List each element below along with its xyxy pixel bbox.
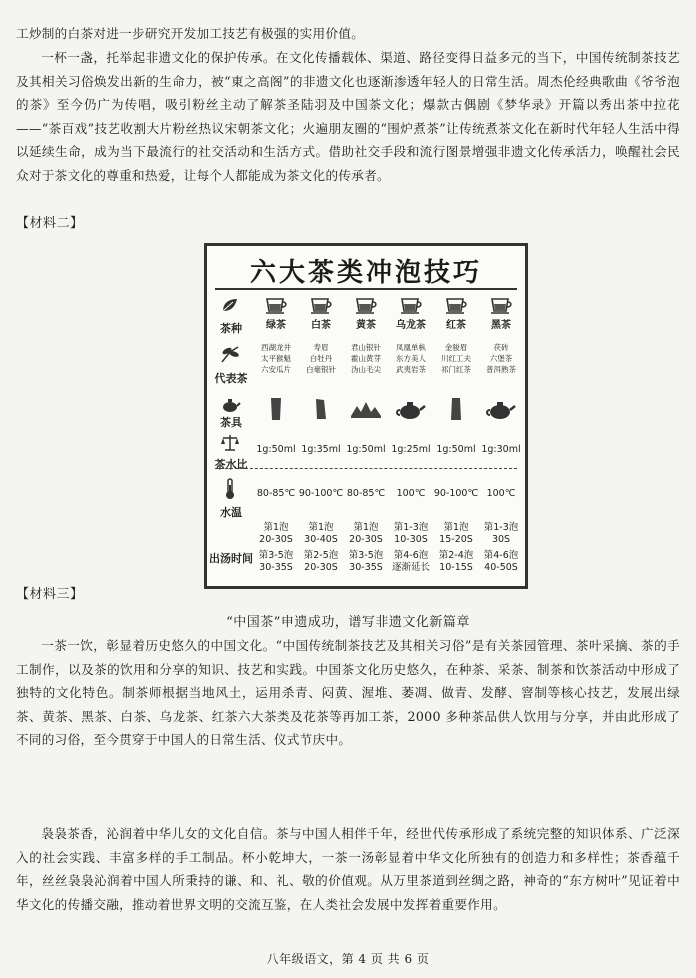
tea-water-ratio: 1g:50ml xyxy=(436,444,476,455)
row-label-representative: 代表茶 xyxy=(214,372,248,385)
tea-leaf-icon xyxy=(207,294,253,316)
steep-round: 第2-5泡 xyxy=(303,550,339,561)
representative-tea: 金骏眉 xyxy=(444,343,468,352)
representative-tea: 凤凰单枞 xyxy=(396,343,426,352)
article-title: “中国茶”申遗成功，谱写非遗文化新篇章 xyxy=(226,615,470,630)
tea-type-name: 白茶 xyxy=(311,320,331,331)
tea-water-ratio: 1g:30ml xyxy=(481,444,521,455)
paragraph-tea-culture: 一茶一饮，彰显着历史悠久的中国文化。“中国传统制茶技艺及其相关习俗”是有关茶园管理、茶叶采摘、茶的手工制作，以及茶的饮用和分享的知识、技艺和实践。中国茶文化历史悠久，在种茶、采茶、制茶和饮茶活动中形成了独特的文化特色。制茶师根据当地风土，运用杀青、闷黄、渥堆、萎凋、做青、发酵、窨制等核心技艺，发展出绿茶、黄茶、黑茶、白茶、乌龙茶、红茶六大茶类及花茶等再加工茶，2000 多种茶品供人饮用与分享，并由此形成了不同的习俗，至今贯穿于中国人的日常生活、仪式节庆中。 xyxy=(16,638,680,747)
representative-tea: 武夷岩茶 xyxy=(396,365,426,374)
representative-tea: 普洱熟茶 xyxy=(486,365,516,374)
water-temperature: 90-100℃ xyxy=(433,488,479,499)
steep-duration: 10-15S xyxy=(439,562,473,573)
water-temperature: 90-100℃ xyxy=(298,488,344,499)
representative-tea: 太平猴魁 xyxy=(261,354,291,363)
tea-ware-icon xyxy=(388,394,434,424)
representative-tea: 白牡丹 xyxy=(309,354,333,363)
teapot-small-icon xyxy=(207,396,253,414)
water-temperature: 100℃ xyxy=(486,488,516,499)
tea-ware-icon xyxy=(253,394,299,424)
water-temperature: 80-85℃ xyxy=(256,488,296,499)
representative-tea: 白毫银针 xyxy=(306,365,336,374)
steep-duration: 20-30S xyxy=(349,534,383,545)
steep-round: 第1泡 xyxy=(308,522,334,533)
poster-dashed-divider xyxy=(215,468,517,469)
tea-type-name: 绿茶 xyxy=(266,320,286,331)
steep-round: 第1泡 xyxy=(263,522,289,533)
steep-duration: 40-50S xyxy=(484,562,518,573)
representative-tea: 霍山黄芽 xyxy=(351,354,381,363)
steep-round: 第4-6泡 xyxy=(483,550,519,561)
representative-tea: 六安瓜片 xyxy=(261,365,291,374)
tea-ware-icon xyxy=(478,394,524,424)
row-label-time: 出汤时间 xyxy=(209,552,253,565)
representative-tea: 东方美人 xyxy=(396,354,426,363)
steep-round: 第1-3泡 xyxy=(483,522,519,533)
tea-type-name: 红茶 xyxy=(446,320,466,331)
paragraph-heritage-transmission: 一杯一盏，托举起非遗文化的保护传承。在文化传播载体、渠道、路径变得日益多元的当下，中国传统制茶技艺及其相关习俗焕发出新的生命力，被“東之高阁”的非遗文化也逐渐渗透年轻人的日常生活。周杰伦经典歌曲《爷爷泡的茶》至今仍广为传唱，吸引粉丝主动了解茶圣陆羽及中国茶文化；爆款古偶剧《梦华录》开篇以秀出茶中拉花——“茶百戏”技艺收割大片粉丝热议宋朝茶文化；火遍朋友圈的“围炉煮茶”让传统煮茶文化在新时代年轻人生活中得以延续生命，成为当下最流行的社交活动和生活方式。借助社交手段和流行图景增强非遗文化传承活力，唤醒社会民众对于茶文化的尊重和热爱，让每个人都能成为茶文化的传承者。 xyxy=(16,50,680,183)
representative-tea: 祁门红茶 xyxy=(441,365,471,374)
steep-duration: 15-20S xyxy=(439,534,473,545)
page-footer: 八年级语文，第 4 页 共 6 页 xyxy=(266,952,430,966)
poster-title: 六大茶类冲泡技巧 xyxy=(249,258,482,288)
row-label-type: 茶种 xyxy=(220,322,242,335)
steep-duration: 30S xyxy=(491,534,511,545)
steep-round: 第3-5泡 xyxy=(258,550,294,561)
tea-cup-icon xyxy=(478,294,524,316)
tea-ware-icon xyxy=(298,394,344,424)
tea-cup-icon xyxy=(433,294,479,316)
steep-round: 第2-4泡 xyxy=(438,550,474,561)
tea-type-name: 黄茶 xyxy=(356,320,376,331)
tea-cup-icon xyxy=(298,294,344,316)
representative-tea: 君山银针 xyxy=(351,343,381,352)
scale-icon xyxy=(207,432,253,454)
representative-tea: 六堡茶 xyxy=(489,354,513,363)
steep-duration: 10-30S xyxy=(394,534,428,545)
tea-cup-icon xyxy=(388,294,434,316)
material-2-label: 【材料二】 xyxy=(16,216,84,231)
water-temperature: 100℃ xyxy=(396,488,426,499)
water-temperature: 80-85℃ xyxy=(346,488,386,499)
steep-round: 第1-3泡 xyxy=(393,522,429,533)
steep-round: 第4-6泡 xyxy=(393,550,429,561)
representative-tea: 西湖龙井 xyxy=(261,343,291,352)
steep-duration: 逐渐延长 xyxy=(391,562,430,573)
tea-water-ratio: 1g:25ml xyxy=(391,444,431,455)
steep-round: 第3-5泡 xyxy=(348,550,384,561)
row-label-ratio: 茶水比 xyxy=(214,458,248,471)
material-3-label: 【材料三】 xyxy=(16,587,84,602)
tea-brewing-poster xyxy=(204,243,528,589)
tea-ware-icon xyxy=(343,394,389,424)
representative-tea: 茯砖 xyxy=(493,343,509,352)
thermometer-icon xyxy=(207,478,253,500)
tea-type-name: 黑茶 xyxy=(491,320,511,331)
tea-branch-icon xyxy=(207,342,253,366)
steep-duration: 30-40S xyxy=(304,534,338,545)
representative-tea: 沩山毛尖 xyxy=(351,365,381,374)
steep-duration: 30-35S xyxy=(349,562,383,573)
steep-duration: 20-30S xyxy=(259,534,293,545)
steep-duration: 30-35S xyxy=(259,562,293,573)
tea-cup-icon xyxy=(343,294,389,316)
row-label-ware: 茶具 xyxy=(220,416,242,429)
tea-cup-icon xyxy=(253,294,299,316)
tea-water-ratio: 1g:50ml xyxy=(346,444,386,455)
tea-water-ratio: 1g:50ml xyxy=(256,444,296,455)
paragraph-continuation: 工炒制的白茶对进一步研究开发加工技艺有极强的实用价值。 xyxy=(16,26,365,41)
steep-duration: 20-30S xyxy=(304,562,338,573)
steep-round: 第1泡 xyxy=(443,522,469,533)
representative-tea: 川红工夫 xyxy=(441,354,471,363)
poster-title-rule xyxy=(215,288,517,290)
row-label-temp: 水温 xyxy=(220,506,242,519)
tea-water-ratio: 1g:35ml xyxy=(301,444,341,455)
paragraph-cultural-confidence: 袅袅茶香，沁润着中华儿女的文化自信。茶与中国人相伴千年，经世代传承形成了系统完整的知识体系、广泛深入的社会实践、丰富多样的手工制品。杯小乾坤大，一茶一汤彰显着中华文化所独有的创造力和多样性；茶香蕴千年，丝丝袅袅沁润着中国人所秉持的谦、和、礼、敬的价值观。从万里茶道到丝绸之路，神奇的“东方树叶”见证着中华文化的传播交融，推动着世界文明的交流互鉴，在人类社会发展中发挥着重要作用。 xyxy=(16,826,680,912)
steep-round: 第1泡 xyxy=(353,522,379,533)
representative-tea: 寿眉 xyxy=(313,343,329,352)
tea-ware-icon xyxy=(433,394,479,424)
tea-type-name: 乌龙茶 xyxy=(396,320,426,331)
